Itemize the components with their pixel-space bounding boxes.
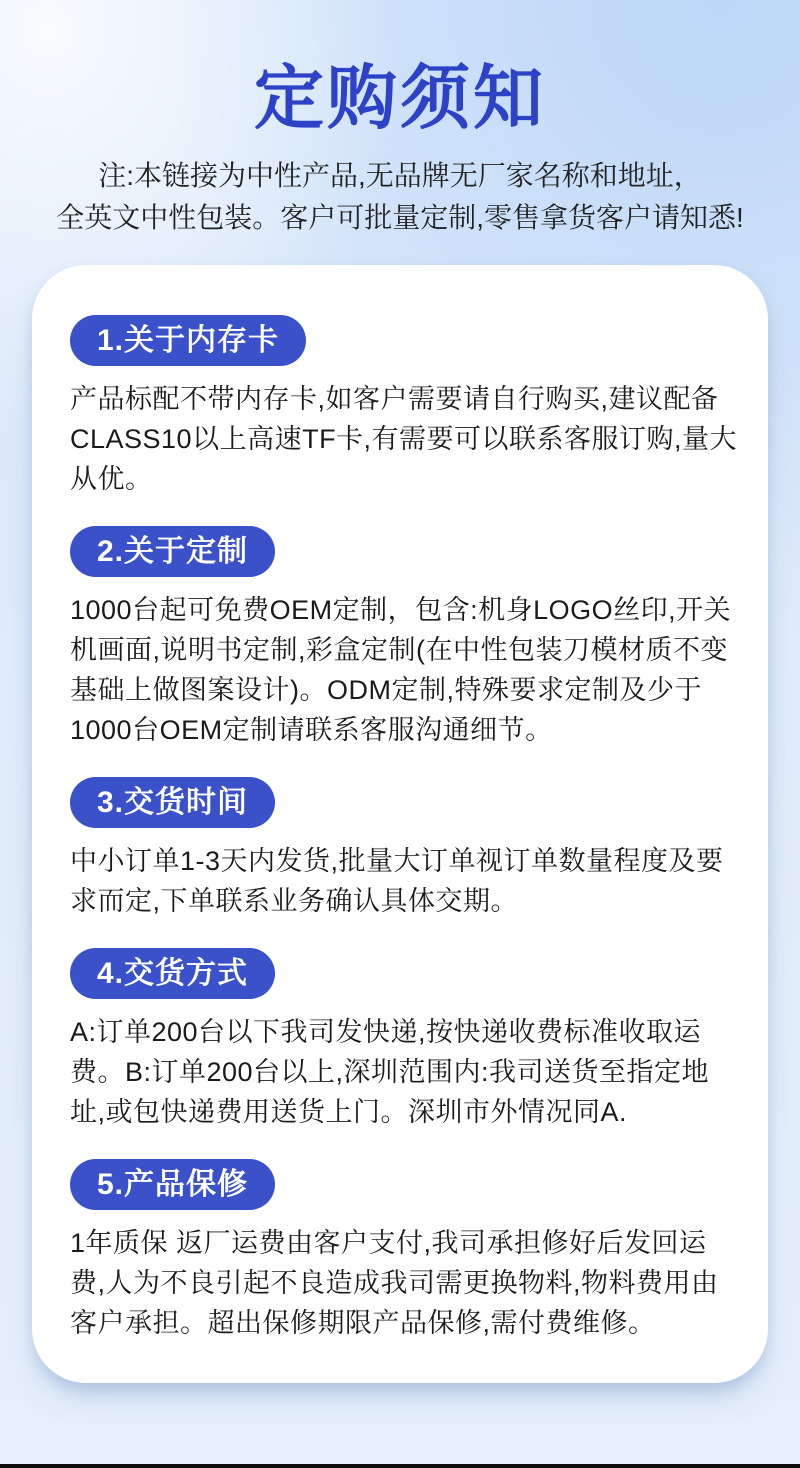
section-badge-delivery-method: 4.交货方式: [70, 948, 275, 999]
notice-card: [32, 265, 768, 1383]
bottom-edge-divider: [0, 1464, 800, 1468]
section-body-delivery-method: A:订单200台以下我司发快递,按快递收费标准收取运费。B:订单200台以上,深圳范围内:我司送货至指定地址,或包快递费用送货上门。深圳市外情况同A.: [70, 1017, 710, 1127]
section-badge-warranty: 5.产品保修: [70, 1159, 275, 1210]
section-customization: [70, 526, 742, 750]
section-badge-customization: 2.关于定制: [70, 526, 275, 577]
section-body-warranty: 1年质保 返厂运费由客户支付,我司承担修好后发回运费,人为不良引起不良造成我司需更换物料,物料费用由客户承担。超出保修期限产品保修,需付费维修。: [70, 1228, 719, 1338]
note-line-1: 注:本链接为中性产品,无品牌无厂家名称和地址，: [98, 160, 702, 191]
section-body-customization: 1000台起可免费OEM定制，包含:机身LOGO丝印,开关机画面,说明书定制,彩盒定制(在中性包装刀模材质不变基础上做图案设计)。ODM定制,特殊要求定制及少于1000台OEM定制请联系客服沟通细节。: [70, 595, 732, 745]
section-delivery-time: [70, 777, 742, 921]
section-body-memory-card: 产品标配不带内存卡,如客户需要请自行购买,建议配备CLASS10以上高速TF卡,有需要可以联系客服订购,量大从优。: [70, 384, 738, 494]
section-badge-delivery-time: 3.交货时间: [70, 777, 275, 828]
note-text: [0, 155, 800, 239]
section-badge-memory-card: 1.关于内存卡: [70, 315, 306, 366]
page-title: 定购须知: [254, 59, 546, 137]
section-delivery-method: [70, 948, 742, 1132]
section-memory-card: [70, 315, 742, 499]
section-warranty: [70, 1159, 742, 1343]
section-body-delivery-time: 中小订单1-3天内发货,批量大订单视订单数量程度及要求而定,下单联系业务确认具体交期。: [70, 846, 724, 916]
note-line-2: 全英文中性包装。客户可批量定制,零售拿货客户请知悉!: [56, 202, 744, 233]
